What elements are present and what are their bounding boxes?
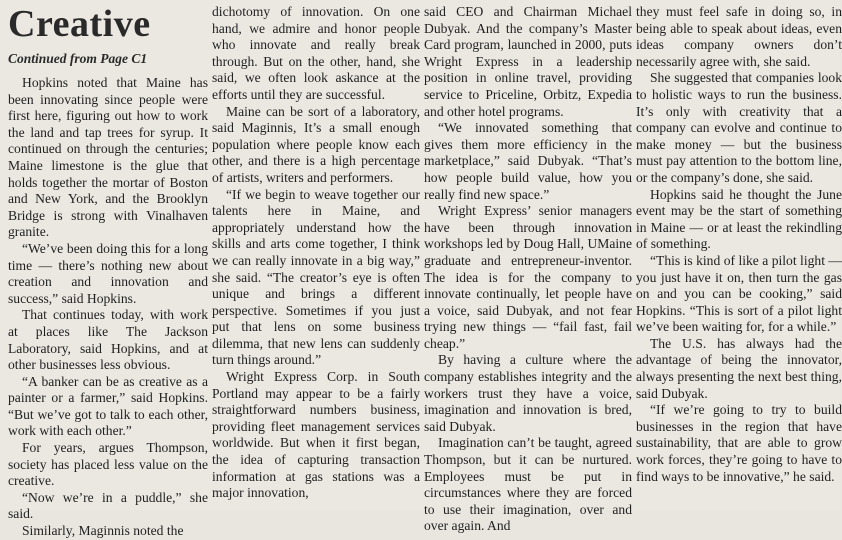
paragraph: Hopkins said he thought the June event may be the start of something in Maine — or at least the rekindling of something. [636,186,842,252]
paragraph: Imagination can’t be taught, agreed Thompson, but it can be nurtured. Employees must be put in circumstances where they are forced to use their imagination, over and over again. And [424,435,632,534]
paragraph: The U.S. has always had the advantage of being the innovator, always presenting the next best thing, said Dubyak. [636,335,842,401]
paragraph: “If we begin to weave together our talents here in Maine, and appropriately understand how the skills and arts come together, I think we can really innovate in a big way,” she said. “The creator’s eye is often unique and brings a different perspective. Sometimes if you just put that lens on some business dilemma, that new lens can suddenly turn things around.” [212,186,420,368]
column-3 [424,4,632,540]
paragraph: “Now we’re in a puddle,” she said. [8,489,208,522]
paragraph: “A banker can be as creative as a painter or a farmer,” said Hopkins. “But we’ve got to talk to each other, work with each other.” [8,373,208,439]
paragraph: dichotomy of innovation. On one hand, we admire and honor people who innovate and really break through. But on the other, hand, she said, we often look askance at the efforts until they are successful. [212,4,420,102]
paragraph: Hopkins noted that Maine has been innovating since people were first here, figuring out how to work the land and tap trees for syrup. It continued on through the centuries; Maine limestone is the glue that holds together the mortar of Boston and New York, and the Brooklyn Bridge is strong with Vinalhaven granite. [8,75,208,240]
paragraph: Similarly, Maginnis noted the [22,523,184,539]
paragraph: That continues today, with work at places like The Jackson Laboratory, said Hopkins, and at other businesses less obvious. [8,307,208,373]
article-columns [8,3,842,539]
paragraph: “This is kind of like a pilot light — you just have it on, then turn the gas on and you can be cooking,” said Hopkins. “This is sort of a pilot light we’ve been waiting for, for a while.” [636,252,842,335]
paragraph: Wright Express’ senior managers have been through innovation workshops led by Doug Hall, UMaine graduate and entrepreneur-inventor. The idea is for the company to innovate continually, let people have a voice, said Dubyak, and not fear trying new things — “fail fast, fail cheap.” [424,203,632,351]
paragraph: She suggested that companies look to holistic ways to run the business. It’s only with creativity that a company can evolve and continue to make money — but the business must pay attention to the bottom line, or the company’s done, she said. [636,70,842,185]
paragraph: By having a culture where the company establishes integrity and the workers trust they have a voice, imagination and innovation is bred, said Dubyak. [424,352,632,434]
continuation-line: Continued from Page C1 [8,51,148,66]
column-4 [636,4,842,540]
paragraph: Maine can be sort of a laboratory, said Maginnis, It’s a small enough population where people know each other, and there is a high percentage of artists, writers and performers. [212,103,420,185]
paragraph: “We’ve been doing this for a long time — there’s nothing new about creation and innovation and success,” said Hopkins. [8,240,208,306]
column-2 [212,4,420,540]
paragraph: “If we’re going to try to build businesses in the region that have sustainability, that are able to grow work forces, they’re going to have to find ways to be innovative,” he said. [636,402,842,484]
column-1 [8,4,208,540]
paragraph: For years, argues Thompson, society has placed less value on the creative. [8,440,208,489]
paragraph: said CEO and Chairman Michael Dubyak. And the company’s Master Card program, launched in 2000, puts Wright Express in a leadership position in online travel, providing service to Priceline, Orbitz, Expedia and other hotel programs. [424,4,632,119]
paragraph: Wright Express Corp. in South Portland may appear to be a fairly straightforward numbers business, providing fleet management services worldwide. But when it first began, the idea of capturing transaction information at gas stations was a major innovation, [212,369,420,501]
paragraph: they must feel safe in doing so, in being able to speak about ideas, even ideas company owners don’t necessarily agree with, she said. [636,4,842,69]
headline: Creative [8,3,151,45]
paragraph: “We innovated something that gives them more efficiency in the marketplace,” said Dubyak. “That’s how people build value, how you really find new space.” [424,120,632,202]
